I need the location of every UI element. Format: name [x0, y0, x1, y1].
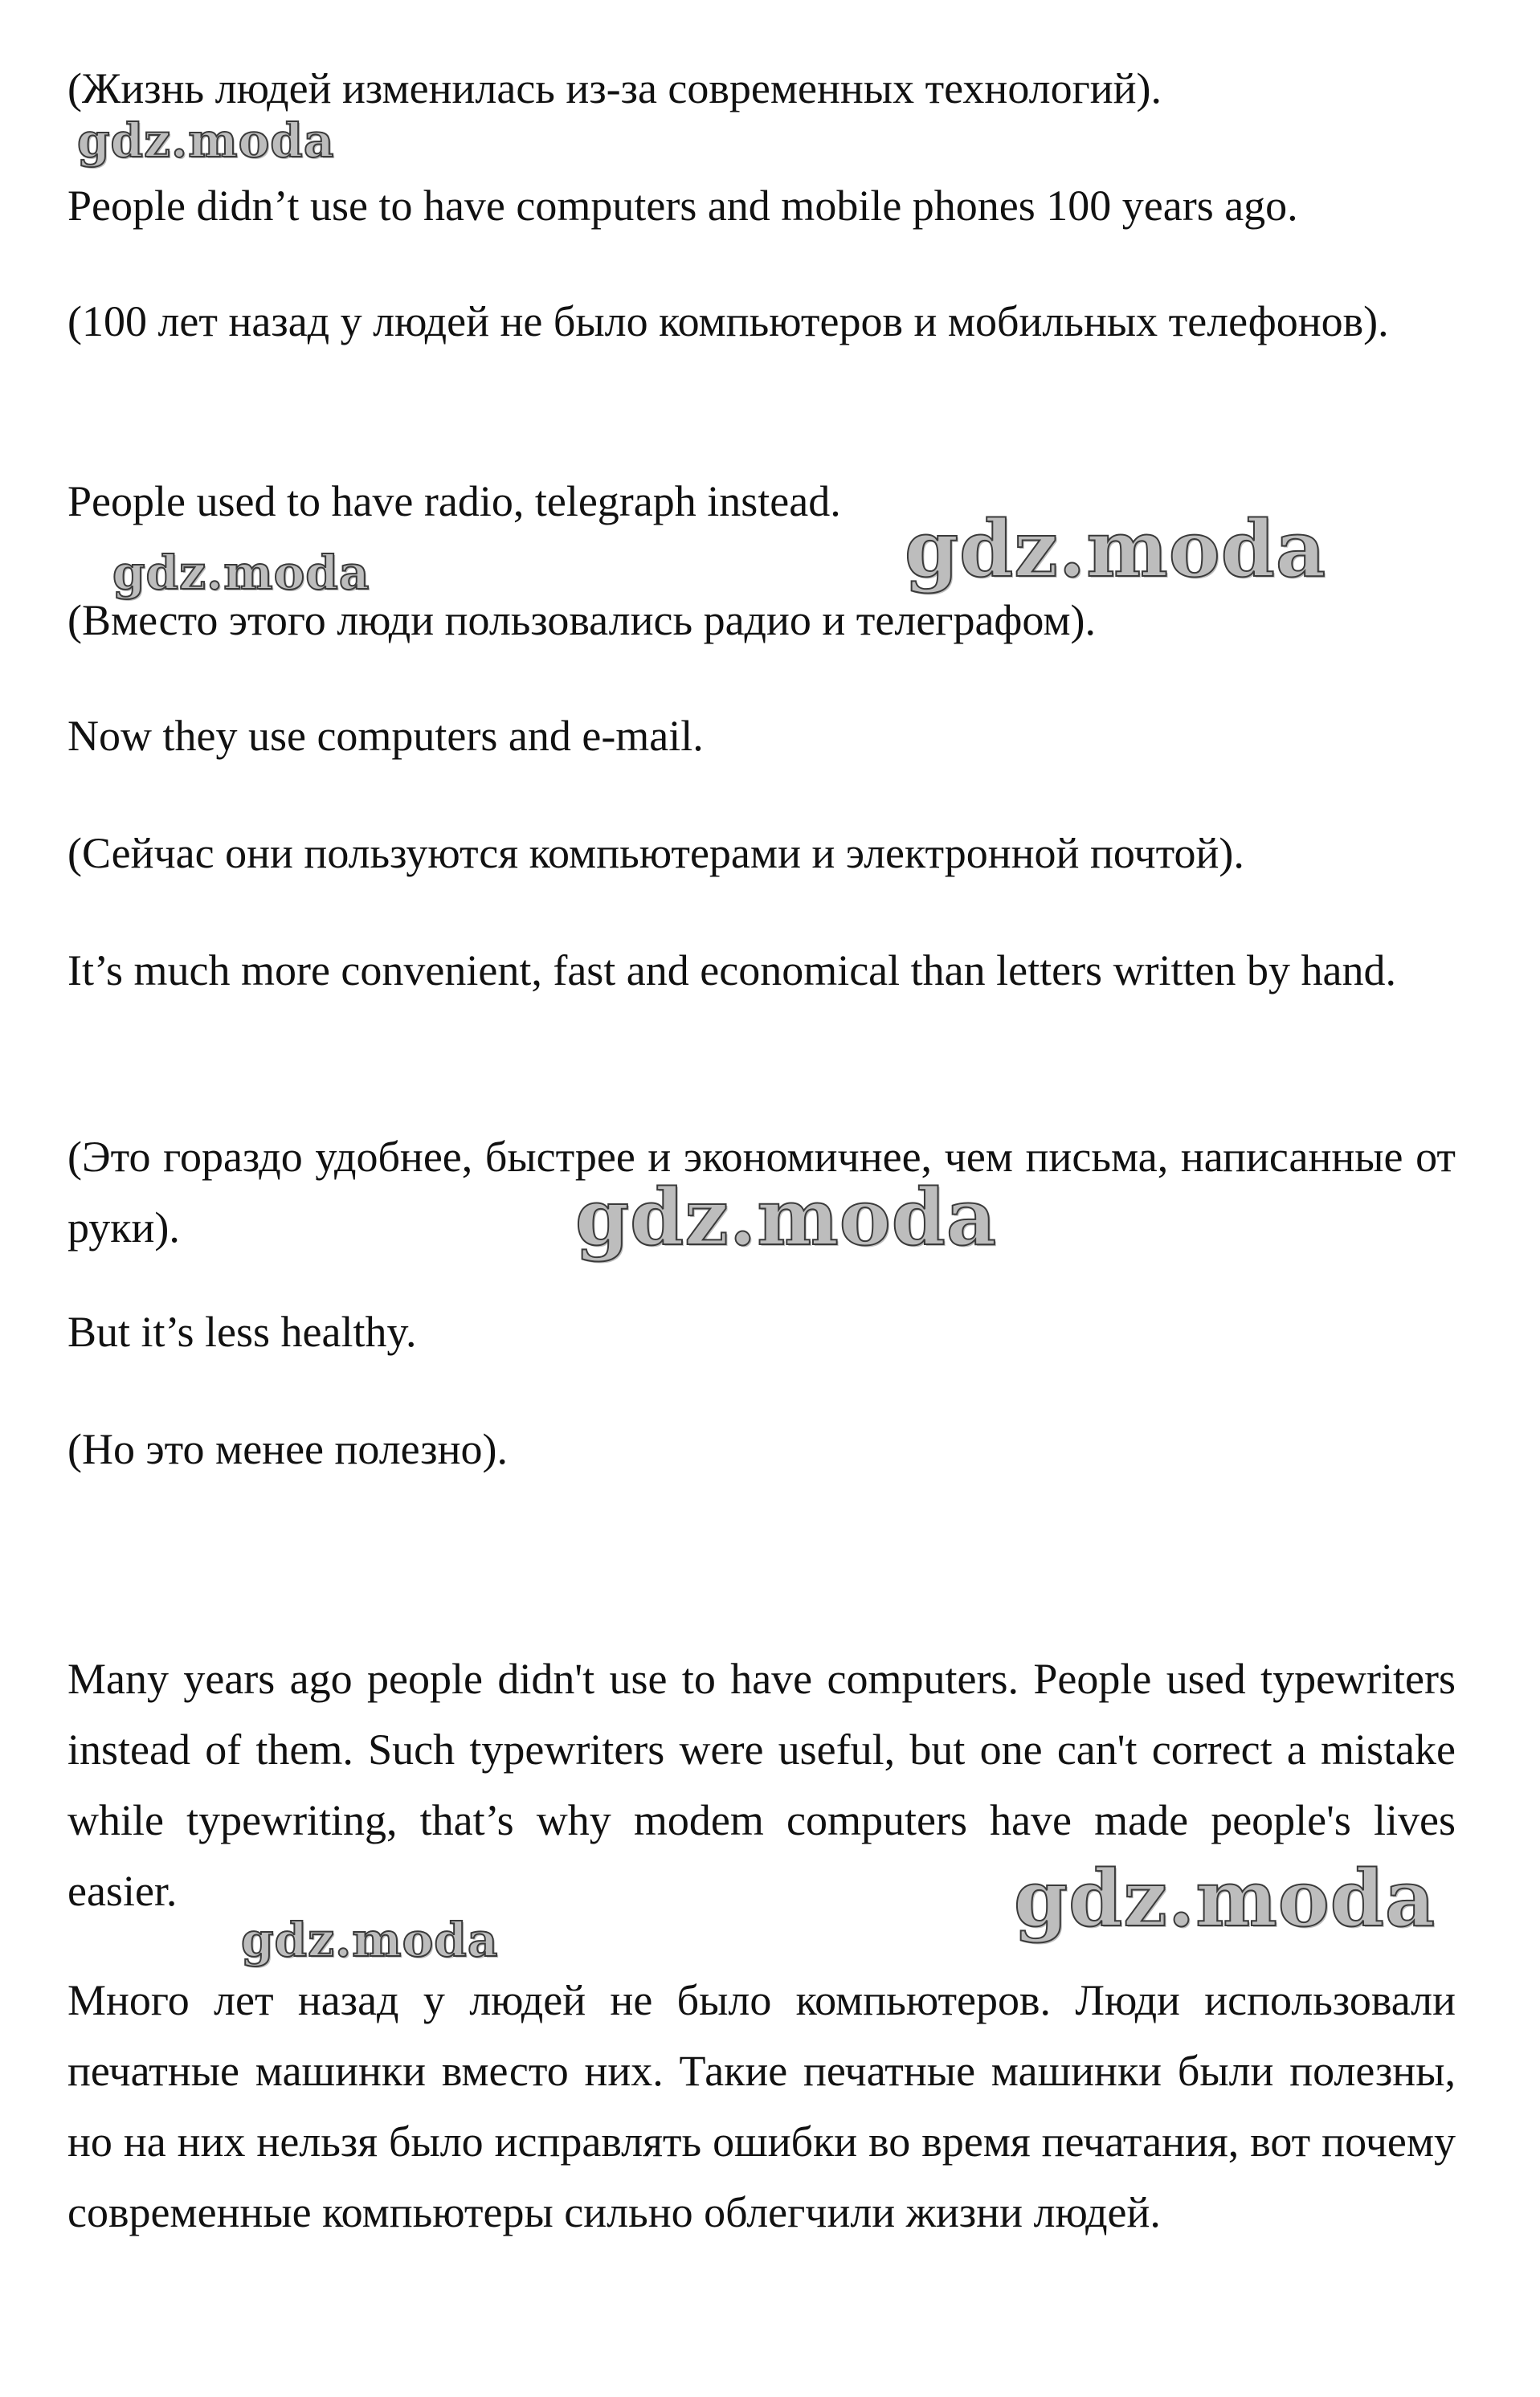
- paragraph-less-healthy: But it’s less healthy.: [67, 1308, 417, 1356]
- paragraph-radio-telegraph-translation: (Вместо этого люди пользовались радио и телеграфом).: [67, 596, 1097, 644]
- paragraph-intro-translation: (Жизнь людей изменилась из-за современных технологий).: [67, 64, 1162, 112]
- paragraph-convenient: It’s much more convenient, fast and economical than letters written by hand.: [67, 946, 1396, 994]
- watermark-logo: gdz.moda: [1014, 1853, 1436, 1944]
- paragraph-computers-100-years: People didn’t use to have computers and mobile phones 100 years ago.: [67, 182, 1298, 230]
- watermark-logo: gdz.moda: [112, 545, 370, 600]
- watermark-logo: gdz.moda: [575, 1172, 998, 1263]
- paragraph-typewriters-russian: Много лет назад у людей не было компьютеров. Люди использовали печатные машинки вместо них. Такие печатные машинки были полезны, но на них нельзя было исправлять ошибки во время печатания, вот почему современные компьютеры сильно облегчили жизни людей.: [67, 1976, 1456, 2236]
- paragraph-computers-email: Now they use computers and e-mail.: [67, 712, 704, 760]
- paragraph-radio-telegraph: People used to have radio, telegraph instead.: [67, 477, 841, 525]
- watermark-logo: gdz.moda: [77, 113, 335, 168]
- watermark-logo: gdz.moda: [241, 1913, 499, 1967]
- paragraph-convenient-translation: (Это гораздо удобнее, быстрее и экономичнее, чем письма, написанные от руки).: [67, 1133, 1456, 1252]
- paragraph-typewriters-english: Many years ago people didn't use to have computers. People used typewriters instead of them. Such typewriters were useful, but one can't correct a mistake while typewriting, that’s why modem computers have made people's lives easier.: [67, 1655, 1456, 1915]
- watermark-logo: gdz.moda: [905, 504, 1327, 594]
- paragraph-computers-email-translation: (Сейчас они пользуются компьютерами и электронной почтой).: [67, 829, 1244, 877]
- paragraph-computers-100-years-translation: (100 лет назад у людей не было компьютеров и мобильных телефонов).: [67, 297, 1389, 345]
- paragraph-less-healthy-translation: (Но это менее полезно).: [67, 1425, 508, 1473]
